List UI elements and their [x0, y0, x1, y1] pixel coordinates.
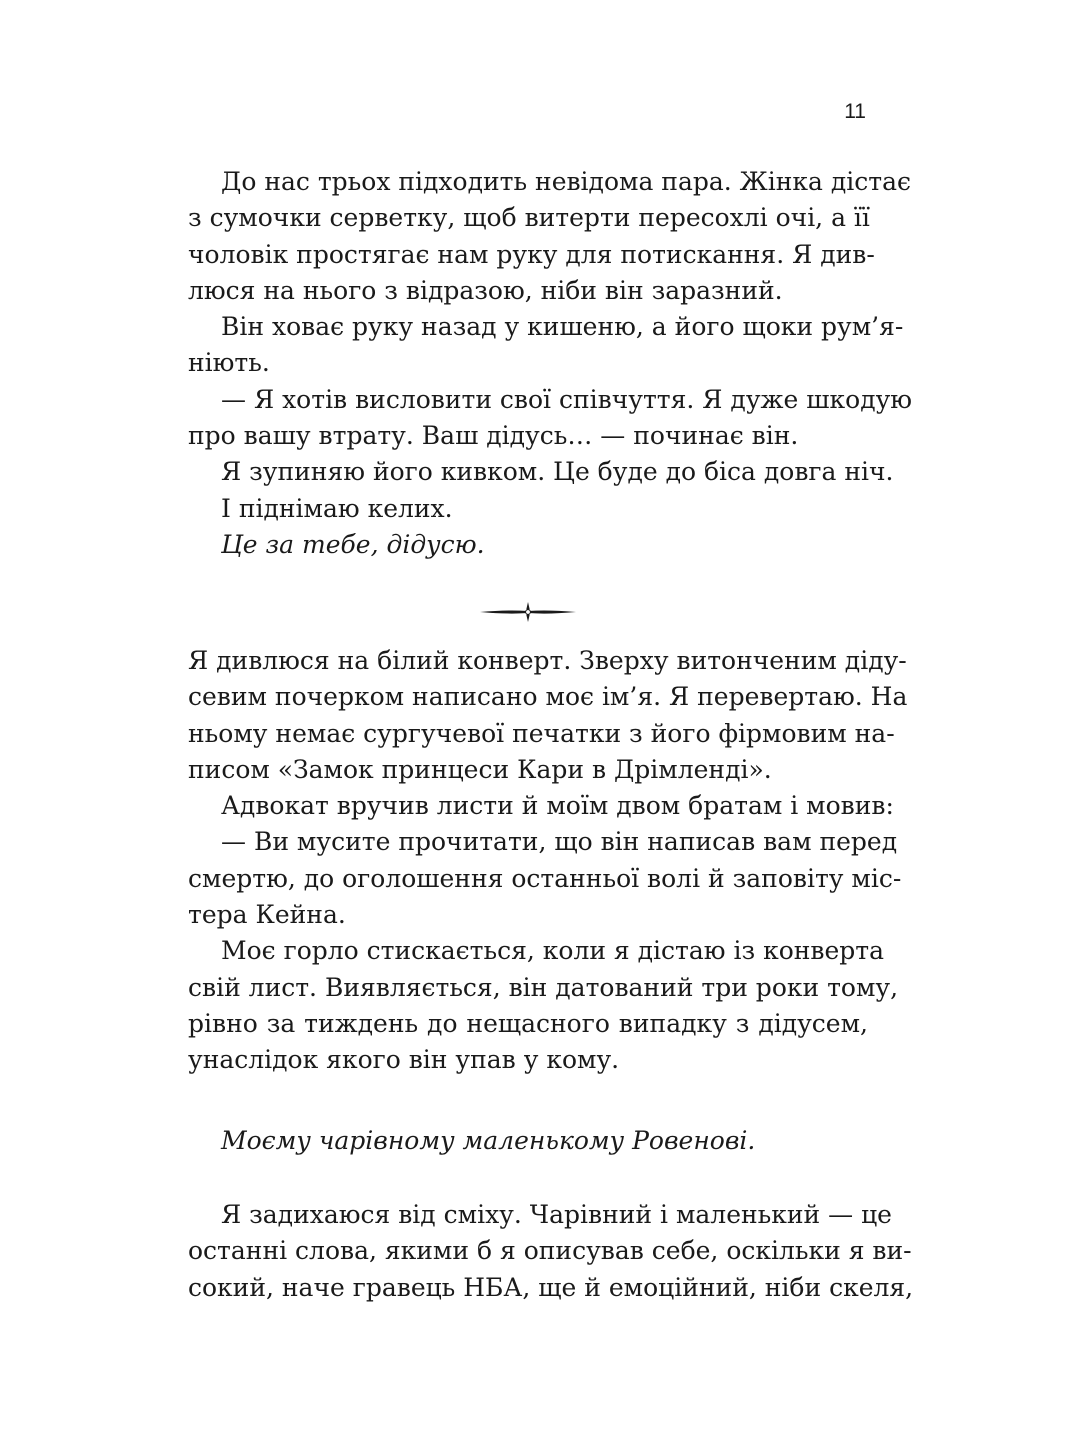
text-line: севим почерком написано моє ім’я. Я перевертаю. На [188, 682, 908, 712]
text-line: свій лист. Виявляється, він датований три роки тому, [188, 972, 899, 1002]
page-number: 11 [844, 100, 866, 123]
text-line: Моє горло стискається, коли я дістаю із конверта [221, 936, 885, 966]
text-line: останні слова, якими б я описував себе, оскільки я ви- [188, 1236, 912, 1266]
text-line: писом «Замок принцеси Кари в Дрімленді». [188, 754, 772, 784]
text-line: ніють. [188, 348, 270, 378]
text-line: Це за тебе, дідусю. [221, 529, 485, 559]
text-line: ньому немає сургучевої печатки з його фірмовим на- [188, 718, 895, 748]
ornamental-divider-icon [478, 600, 578, 624]
text-line: Я дивлюся на білий конверт. Зверху витонченим діду- [188, 646, 907, 675]
text-block-opening [188, 164, 913, 563]
letter-salutation-block [188, 1123, 868, 1159]
text-line: сокий, наче гравець НБА, ще й емоційний, ніби скеля, [188, 1272, 914, 1302]
text-line: — Ви мусите прочитати, що він написав вам перед [221, 827, 898, 857]
text-line: чоловік простягає нам руку для потискання. Я див- [188, 239, 875, 269]
text-line: До нас трьох підходить невідома пара. Жінка дістає [221, 167, 912, 196]
text-line: тера Кейна. [188, 900, 346, 930]
text-line: Я задихаюся від сміху. Чарівний і маленький — це [221, 1200, 892, 1229]
text-line: про вашу втрату. Ваш дідусь… — починає він. [188, 421, 799, 451]
text-line: унаслідок якого він упав у кому. [188, 1045, 620, 1075]
text-line: Адвокат вручив листи й моїм двом братам і мовив: [221, 791, 894, 821]
text-line: люся на нього з відразою, ніби він заразний. [188, 275, 783, 305]
text-line: І піднімаю келих. [221, 493, 453, 523]
text-line: рівно за тиждень до нещасного випадку з дідусем, [188, 1008, 868, 1038]
text-line: смертю, до оголошення останньої волі й заповіту міс- [188, 863, 902, 893]
letter-salutation: Моєму чарівному маленькому Ровенові. [221, 1126, 756, 1155]
text-line: з сумочки серветку, щоб витерти пересохлі очі, а її [188, 203, 870, 233]
text-line: Я зупиняю його кивком. Це буде до біса довга ніч. [221, 457, 894, 487]
text-block-envelope [188, 643, 908, 1079]
text-line: — Я хотів висловити свої співчуття. Я дуже шкодую [221, 384, 913, 414]
text-block-reaction [188, 1197, 914, 1306]
text-line: Він ховає руку назад у кишеню, а його щоки рум’я- [221, 312, 904, 342]
